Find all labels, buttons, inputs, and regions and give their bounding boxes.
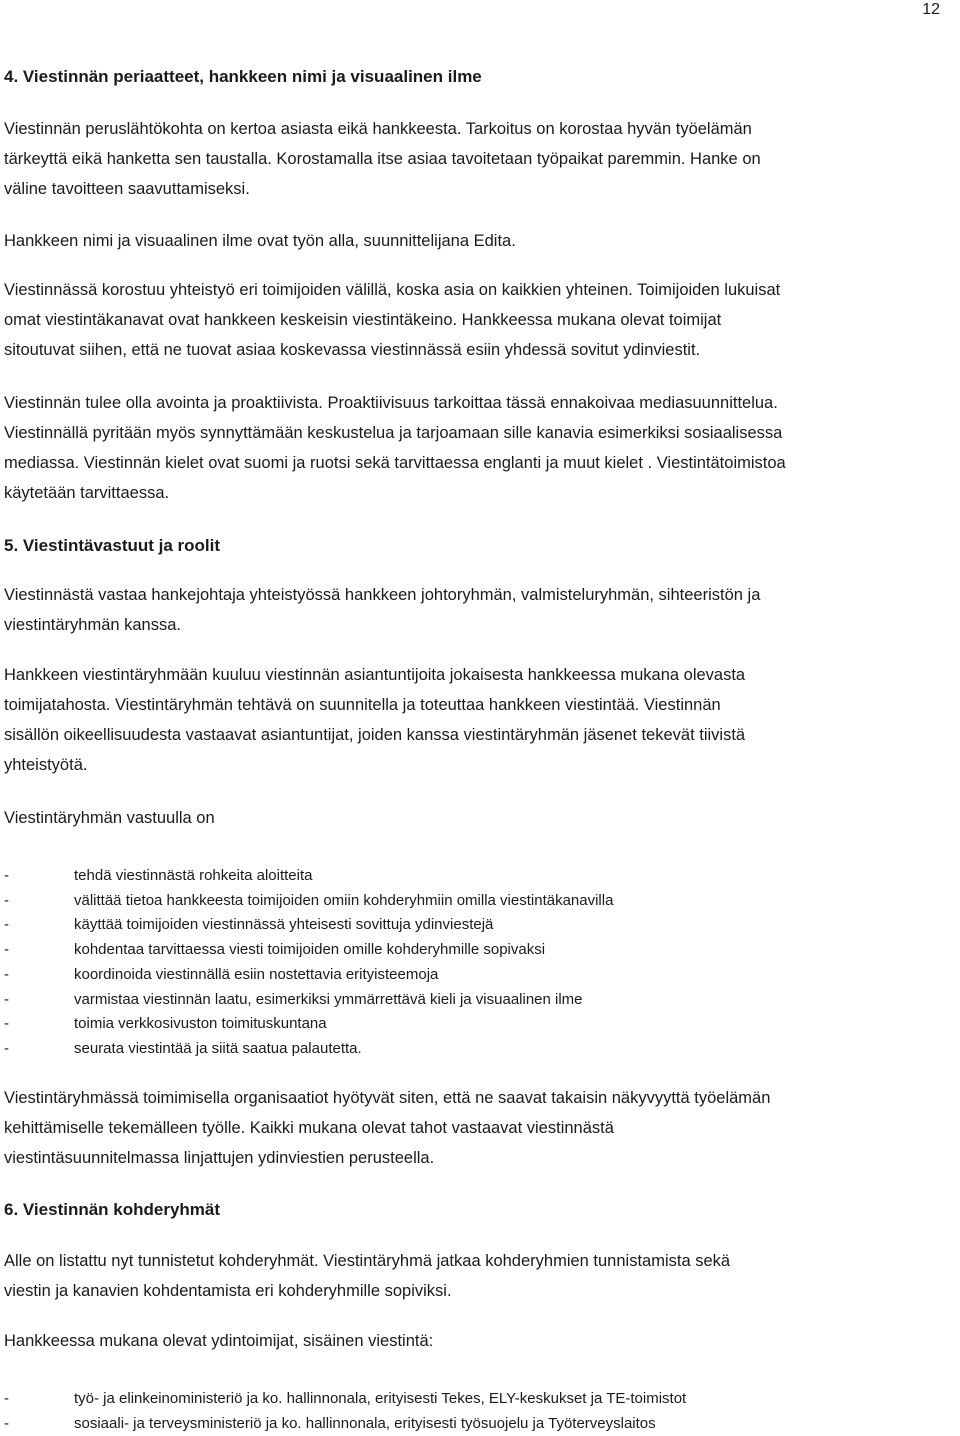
list-marker: - [4,941,9,959]
section-5-heading: 5. Viestintävastuut ja roolit [4,536,221,555]
list-marker: - [4,990,9,1008]
list-marker: - [4,891,9,909]
list-marker: - [4,1390,9,1407]
text-line: Viestinnällä pyritään myös synnyttämään keskustelua ja tarjoamaan sille kanavia esimerkiksi sosiaalisessa [4,424,783,442]
text-line: väline tavoitteen saavuttamiseksi. [4,180,250,198]
text-line: sitoutuvat siihen, että ne tuovat asiaa koskevassa viestinnässä esiin yhdessä sovitut ydinviestit. [4,341,701,359]
list-item: - kohdentaa tarvittaessa viesti toimijoiden omille kohderyhmille sopivaksi [4,938,545,963]
text-line: Alle on listattu nyt tunnistetut kohderyhmät. Viestintäryhmä jatkaa kohderyhmien tunnistamista sekä [4,1252,731,1270]
section-5-paragraph-2 [4,660,954,780]
list-item: - sosiaali- ja terveysministeriö ja ko. hallinnonala, erityisesti työsuojelu ja Työterveyslaitos [4,1412,656,1436]
list-marker: - [4,965,9,983]
list-marker: - [4,867,9,884]
text-line: Viestinnän peruslähtökohta on kertoa asiasta eikä hankkeesta. Tarkoitus on korostaa hyvän työelämän [4,120,752,138]
text-line: mediassa. Viestinnän kielet ovat suomi ja ruotsi sekä tarvittaessa englanti ja muut kielet . Viestintätoimistoa [4,454,786,472]
section-6-heading: 6. Viestinnän kohderyhmät [4,1200,221,1219]
list-marker: - [4,916,9,934]
section-4-paragraph-3 [4,275,954,365]
section-4-heading: 4. Viestinnän periaatteet, hankkeen nimi ja visuaalinen ilme [4,67,482,86]
text-line: Hankkeen viestintäryhmään kuuluu viestinnän asiantuntijoita jokaisesta hankkeessa mukana olevasta [4,666,746,684]
section-6-paragraph-2: Hankkeessa mukana olevat ydintoimijat, sisäinen viestintä: [4,1332,434,1350]
text-line: Viestinnässä korostuu yhteistyö eri toimijoiden välillä, koska asia on kaikkien yhteinen. Toimijoiden lukuisat [4,281,781,299]
text-line: käytetään tarvittaessa. [4,484,170,502]
section-6-paragraph-1 [4,1246,954,1306]
list-item: - toimia verkkosivuston toimituskuntana [4,1012,327,1037]
section-4-paragraph-4 [4,388,954,508]
page-number: 12 [922,1,940,18]
section-5-paragraph-3 [4,1083,954,1173]
text-line: viestin ja kanavien kohdentamista eri kohderyhmille sopiviksi. [4,1282,452,1300]
text-line: toimijatahosta. Viestintäryhmän tehtävä on suunnitella ja toteuttaa hankkeen viestintää. Viestinnän [4,696,721,714]
list-item: - tehdä viestinnästä rohkeita aloitteita [4,864,312,889]
list-item: - välittää tietoa hankkeesta toimijoiden omiin kohderyhmiin omilla viestintäkanavilla [4,889,613,914]
text-line: Viestinnän tulee olla avointa ja proaktiivista. Proaktiivisuus tarkoittaa tässä ennakoivaa mediasuunnittelua. [4,394,778,412]
list-item: - käyttää toimijoiden viestinnässä yhteisesti sovittuja ydinviestejä [4,913,493,938]
list-item: - koordinoida viestinnällä esiin nostettavia erityisteemoja [4,963,438,988]
section-5-paragraph-1 [4,580,954,640]
text-line: yhteistyötä. [4,756,88,774]
text-line: kehittämiselle tekemälleen työlle. Kaikki mukana olevat tahot vastaavat viestinnästä [4,1119,614,1137]
list-marker: - [4,1414,9,1432]
list-item: - työ- ja elinkeinoministeriö ja ko. hallinnonala, erityisesti Tekes, ELY-keskukset ja TE-toimistot [4,1387,686,1412]
section-4-paragraph-2: Hankkeen nimi ja visuaalinen ilme ovat työn alla, suunnittelijana Edita. [4,232,516,250]
text-line: omat viestintäkanavat ovat hankkeen keskeisin viestintäkeino. Hankkeessa mukana olevat toimijat [4,311,722,329]
section-4-paragraph-1 [4,114,954,204]
text-line: tärkeyttä eikä hanketta sen taustalla. Korostamalla itse asiaa tavoitetaan työpaikat paremmin. Hanke on [4,150,761,168]
text-line: Viestinnästä vastaa hankejohtaja yhteistyössä hankkeen johtoryhmän, valmisteluryhmän, sihteeristön ja [4,586,761,604]
text-line: viestintäsuunnitelmassa linjattujen ydinviestien perusteella. [4,1149,435,1167]
section-5-list-intro: Viestintäryhmän vastuulla on [4,809,215,827]
list-item: - varmistaa viestinnän laatu, esimerkiksi ymmärrettävä kieli ja visuaalinen ilme [4,988,583,1013]
text-line: Viestintäryhmässä toimimisella organisaatiot hyötyvät siten, että ne saavat takaisin näkyvyyttä työelämän [4,1089,771,1107]
list-marker: - [4,1015,9,1033]
text-line: viestintäryhmän kanssa. [4,616,181,634]
list-marker: - [4,1039,9,1057]
text-line: sisällön oikeellisuudesta vastaavat asiantuntijat, joiden kanssa viestintäryhmän jäsenet tekevät tiivistä [4,726,746,744]
list-item: - seurata viestintää ja siitä saatua palautetta. [4,1037,362,1062]
